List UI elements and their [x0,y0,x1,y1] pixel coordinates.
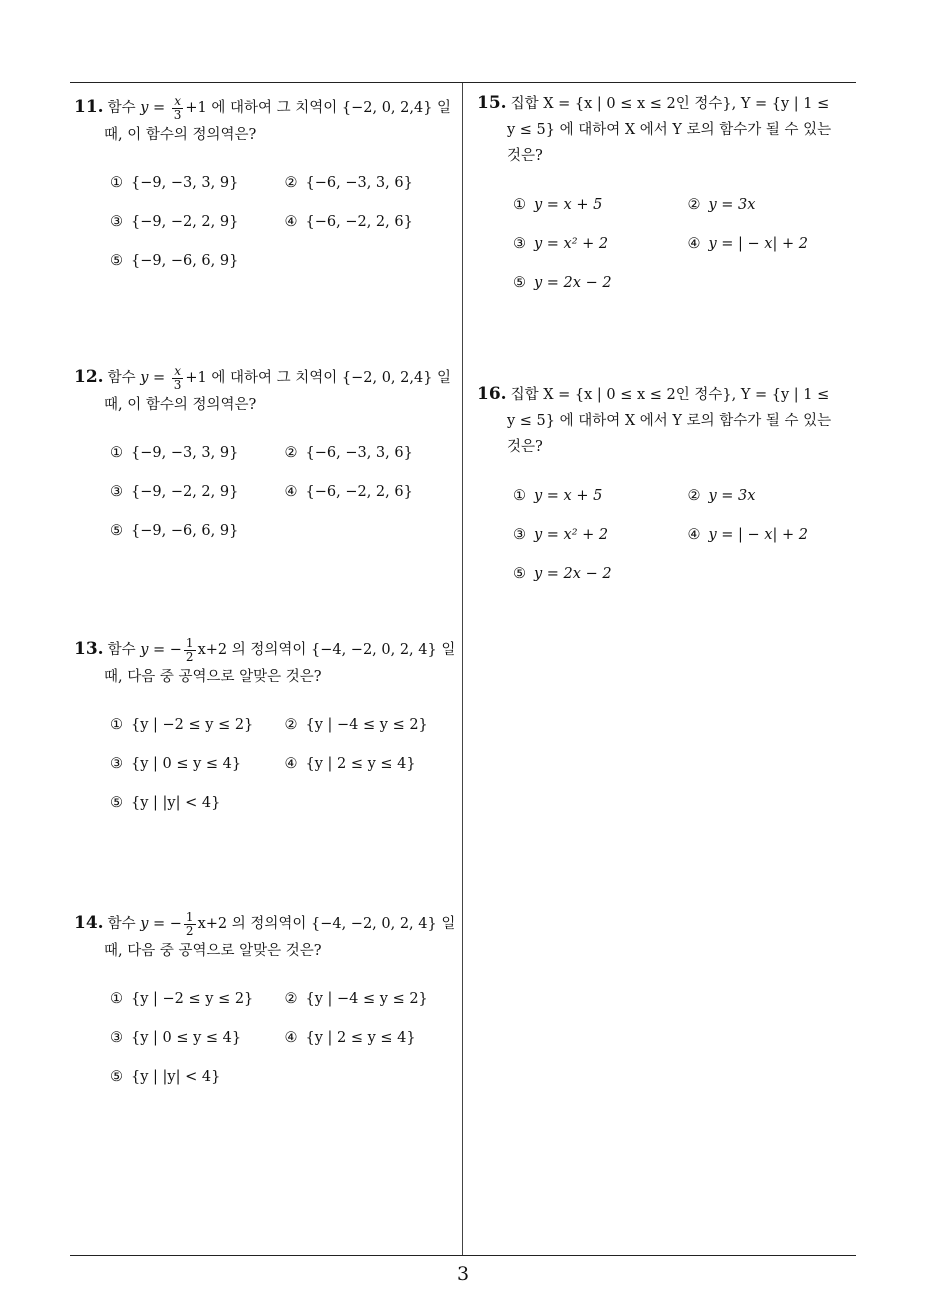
problem-11 [74,94,459,281]
fraction-denominator: 2 [185,923,194,938]
choice-text: {y | −2 ≤ y ≤ 2} [131,717,254,733]
choice-text: y = 3x [708,487,756,504]
fraction-numerator: x [172,365,184,379]
choice-4[interactable] [285,479,460,505]
choice-text: {y | 0 ≤ y ≤ 4} [131,1030,242,1046]
problem-stem [477,381,862,460]
problem-15 [477,90,862,302]
stem-text: 집합 X = {x | 0 ≤ x ≤ 2인 정수}, Y = {y | 1 ≤ [510,96,830,112]
problem-13 [74,636,459,823]
problem-stem [74,636,459,690]
choice-text: {−6, −2, 2, 6} [305,214,413,230]
problem-14 [74,910,459,1097]
choice-text: y = 3x [708,196,756,213]
choice-3[interactable] [110,751,285,777]
choice-2[interactable] [285,170,460,196]
choice-list [477,185,862,302]
choice-mark: ④ [687,235,701,252]
stem-text-line3: 것은? [507,439,543,455]
choice-text: {−9, −3, 3, 9} [131,175,239,191]
choice-list [74,434,459,551]
problem-16 [477,381,862,593]
choice-text: y = x² + 2 [534,526,609,543]
choice-mark: ③ [110,756,123,772]
choice-text: {y | −2 ≤ y ≤ 2} [131,991,254,1007]
choice-4[interactable] [285,209,460,235]
choice-1[interactable] [110,712,285,738]
choice-5[interactable] [110,248,285,274]
choice-text: y = x² + 2 [534,235,609,252]
stem-text: +1 에 대하여 그 치역이 {−2, 0, 2,4} 일 [185,370,452,386]
choice-list [74,164,459,281]
choice-mark: ② [284,175,298,191]
choice-text: {−9, −2, 2, 9} [131,214,239,230]
problem-number: 11. [74,97,104,117]
page-number: 3 [456,1263,470,1285]
choice-2[interactable] [285,712,460,738]
choice-1[interactable] [110,986,285,1012]
choice-mark: ① [513,196,526,213]
choice-mark: ② [687,196,701,213]
stem-text-line2: y ≤ 5} 에 대하여 X 에서 Y 로의 함수가 될 수 있는 [507,122,832,138]
fraction-numerator: 1 [185,909,194,924]
choice-4[interactable] [688,231,863,257]
choice-list [74,980,459,1097]
choice-4[interactable] [285,751,460,777]
choice-2[interactable] [688,192,863,218]
choice-3[interactable] [110,479,285,505]
problem-12 [74,364,459,551]
stem-text: 함수 [107,642,141,658]
choice-3[interactable] [513,522,688,548]
function-expression: y = − [140,916,182,932]
choice-text: {y | 2 ≤ y ≤ 4} [305,756,416,772]
choice-5[interactable] [513,561,688,587]
choice-mark: ② [687,487,701,504]
stem-text: x+2 의 정의역이 {−4, −2, 0, 2, 4} 일 [197,642,456,658]
choice-mark: ⑤ [513,565,526,582]
choice-5[interactable] [110,790,285,816]
choice-3[interactable] [110,209,285,235]
choice-mark: ③ [513,235,526,252]
choice-2[interactable] [285,986,460,1012]
choice-mark: ⑤ [110,523,123,539]
choice-mark: ① [110,445,123,461]
choice-mark: ① [110,991,123,1007]
stem-text-line2: y ≤ 5} 에 대하여 X 에서 Y 로의 함수가 될 수 있는 [507,413,832,429]
choice-mark: ⑤ [110,1069,123,1085]
fraction-numerator: x [172,95,184,109]
choice-text: y = | − x| + 2 [708,235,808,252]
choice-mark: ③ [513,526,526,543]
choice-1[interactable] [110,440,285,466]
fraction [184,911,196,938]
fraction [184,637,196,664]
problem-number: 12. [74,367,104,387]
choice-mark: ⑤ [513,274,526,291]
choice-3[interactable] [110,1025,285,1051]
choice-mark: ② [284,991,298,1007]
stem-text-line2: 때, 이 함수의 정의역은? [104,396,257,413]
stem-text: x+2 의 정의역이 {−4, −2, 0, 2, 4} 일 [197,916,456,932]
problem-stem [74,364,459,418]
problem-number: 13. [74,639,104,659]
stem-text: +1 에 대하여 그 치역이 {−2, 0, 2,4} 일 [185,100,452,116]
bottom-rule [70,1255,856,1256]
choice-mark: ④ [284,214,298,230]
choice-text: {−6, −3, 3, 6} [305,445,413,461]
choice-mark: ④ [284,756,298,772]
stem-text: 함수 [107,370,141,386]
choice-5[interactable] [110,518,285,544]
choice-mark: ⑤ [110,253,123,269]
choice-text: y = x + 5 [534,196,603,213]
problem-stem [74,94,459,148]
choice-text: {−9, −2, 2, 9} [131,484,239,500]
stem-text-line2: 때, 다음 중 공역으로 알맞은 것은? [104,668,322,685]
problem-number: 16. [477,384,507,404]
function-expression: y = − [140,642,182,658]
choice-text: {y | 2 ≤ y ≤ 4} [305,1030,416,1046]
function-expression: y = [140,100,170,116]
fraction-denominator: 2 [185,649,194,664]
function-expression: y = [140,370,170,386]
choice-5[interactable] [513,270,688,296]
stem-text: 함수 [107,100,141,116]
fraction-denominator: 3 [173,377,182,392]
choice-text: {y | −4 ≤ y ≤ 2} [305,991,428,1007]
fraction [172,365,184,392]
fraction-denominator: 3 [173,107,182,122]
column-divider [462,83,463,1256]
choice-mark: ③ [110,484,123,500]
choice-text: y = 2x − 2 [534,274,612,291]
choice-text: {y | |y| < 4} [131,1069,221,1085]
choice-text: y = 2x − 2 [534,565,612,582]
choice-mark: ④ [284,484,298,500]
choice-5[interactable] [110,1064,285,1090]
choice-text: {y | |y| < 4} [131,795,221,811]
choice-list [477,476,862,593]
choice-mark: ④ [284,1030,298,1046]
stem-text-line3: 것은? [507,148,543,164]
choice-mark: ③ [110,1030,123,1046]
choice-4[interactable] [688,522,863,548]
problem-number: 15. [477,93,507,113]
problem-stem [477,90,862,169]
problem-number: 14. [74,913,104,933]
choice-mark: ② [284,445,298,461]
choice-text: {y | −4 ≤ y ≤ 2} [305,717,428,733]
choice-list [74,706,459,823]
choice-text: {y | 0 ≤ y ≤ 4} [131,756,242,772]
choice-text: y = x + 5 [534,487,603,504]
problem-stem [74,910,459,964]
choice-mark: ② [284,717,298,733]
choice-text: {−6, −3, 3, 6} [305,175,413,191]
stem-text: 집합 X = {x | 0 ≤ x ≤ 2인 정수}, Y = {y | 1 ≤ [510,387,830,403]
choice-text: {−9, −6, 6, 9} [131,253,239,269]
choice-mark: ⑤ [110,795,123,811]
choice-1[interactable] [513,192,688,218]
choice-text: {−9, −3, 3, 9} [131,445,239,461]
choice-mark: ① [110,175,123,191]
choice-mark: ① [110,717,123,733]
choice-1[interactable] [513,483,688,509]
stem-text-line2: 때, 이 함수의 정의역은? [104,126,257,143]
choice-mark: ① [513,487,526,504]
stem-text: 함수 [107,916,141,932]
choice-3[interactable] [513,231,688,257]
choice-4[interactable] [285,1025,460,1051]
fraction [172,95,184,122]
choice-1[interactable] [110,170,285,196]
choice-mark: ③ [110,214,123,230]
choice-2[interactable] [285,440,460,466]
fraction-numerator: 1 [185,635,194,650]
choice-text: {−9, −6, 6, 9} [131,523,239,539]
choice-mark: ④ [687,526,701,543]
choice-text: {−6, −2, 2, 6} [305,484,413,500]
stem-text-line2: 때, 다음 중 공역으로 알맞은 것은? [104,942,322,959]
choice-text: y = | − x| + 2 [708,526,808,543]
choice-2[interactable] [688,483,863,509]
